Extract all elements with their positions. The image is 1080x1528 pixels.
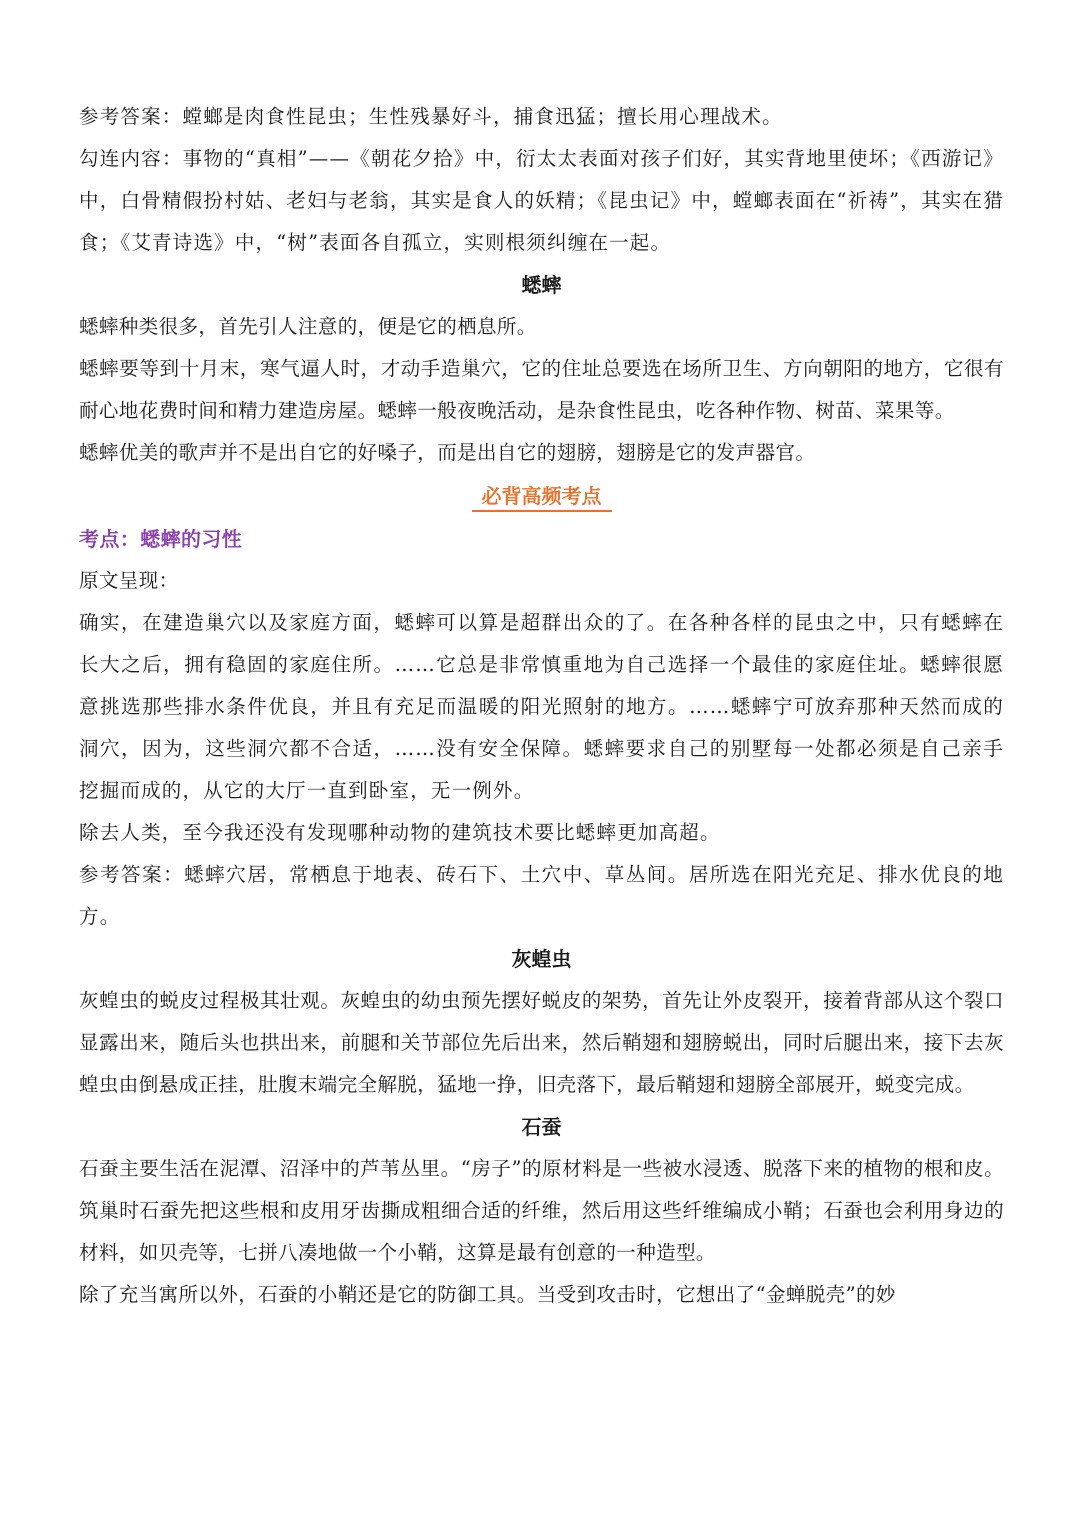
banner-label: 必背高频考点 <box>472 484 612 512</box>
locust-paragraph-1: 灰蝗虫的蜕皮过程极其壮观。灰蝗虫的幼虫预先摆好蜕皮的架势，首先让外皮裂开，接着背部从这个裂口显露出来，随后头也拱出来，前腿和关节部位先后出来，然后鞘翅和翅膀蜕出，同时后腿出来，接下去灰蝗虫由倒悬成正挂，肚腹末端完全解脱，猛地一挣，旧壳落下，最后鞘翅和翅膀全部展开，蜕变完成。 <box>79 989 1004 1096</box>
section-title-locust: 灰蝗虫 <box>511 947 572 971</box>
cricket-answer: 参考答案：蟋蟀穴居，常栖息于地表、砖石下、土穴中、草丛间。居所选在阳光充足、排水优良的地方。 <box>79 863 1004 928</box>
link-content: 勾连内容：事物的“真相”——《朝花夕拾》中，衍太太表面对孩子们好，其实背地里使坏；《西游记》中，白骨精假扮村姑、老妇与老翁，其实是食人的妖精；《昆虫记》中，螳螂表面在“祈祷”，其实在猎食；《艾青诗选》中，“树”表面各自孤立，实则根须纠缠在一起。 <box>79 147 1004 254</box>
caddisfly-paragraph-2: 除了充当寓所以外，石蚕的小鞘还是它的防御工具。当受到攻击时，它想出了“金蝉脱壳”的妙 <box>79 1283 896 1306</box>
cricket-paragraph-3: 蟋蟀优美的歌声并不是出自它的好嗓子，而是出自它的翅膀，翅膀是它的发声器官。 <box>79 441 816 464</box>
mantis-answer: 参考答案：螳螂是肉食性昆虫；生性残暴好斗，捕食迅猛；擅长用心理战术。 <box>79 105 783 128</box>
exam-points-banner <box>79 474 1004 518</box>
original-quote-1: 确实，在建造巢穴以及家庭方面，蟋蟀可以算是超群出众的了。在各种各样的昆虫之中，只有蟋蟀在长大之后，拥有稳固的家庭住所。……它总是非常慎重地为自己选择一个最佳的家庭住址。蟋蟀很愿意挑选那些排水条件优良，并且有充足而温暖的阳光照射的地方。……蟋蟀宁可放弃那种天然而成的洞穴，因为，这些洞穴都不合适，……没有安全保障。蟋蟀要求自己的别墅每一处都必须是自己亲手挖掘而成的，从它的大厅一直到卧室，无一例外。 <box>79 611 1004 802</box>
caddisfly-paragraph-1: 石蚕主要生活在泥潭、沼泽中的芦苇丛里。“房子”的原材料是一些被水浸透、脱落下来的植物的根和皮。筑巢时石蚕先把这些根和皮用牙齿撕成粗细合适的纤维，然后用这些纤维编成小鞘；石蚕也会利用身边的材料，如贝壳等，七拼八凑地做一个小鞘，这算是最有创意的一种造型。 <box>79 1157 1004 1264</box>
exam-point-heading: 考点：蟋蟀的习性 <box>79 527 243 551</box>
section-title-cricket: 蟋蟀 <box>521 273 562 297</box>
cricket-paragraph-2: 蟋蟀要等到十月末，寒气逼人时，才动手造巢穴，它的住址总要选在场所卫生、方向朝阳的地方，它很有耐心地花费时间和精力建造房屋。蟋蟀一般夜晚活动，是杂食性昆虫，吃各种作物、树苗、菜果等。 <box>79 357 1004 422</box>
original-quote-2: 除去人类，至今我还没有发现哪种动物的建筑技术要比蟋蟀更加高超。 <box>79 821 721 844</box>
original-text-label: 原文呈现： <box>79 569 179 592</box>
section-title-caddisfly: 石蚕 <box>521 1115 562 1139</box>
document-body <box>79 96 1004 1316</box>
cricket-paragraph-1: 蟋蟀种类很多，首先引人注意的，便是它的栖息所。 <box>79 315 537 338</box>
